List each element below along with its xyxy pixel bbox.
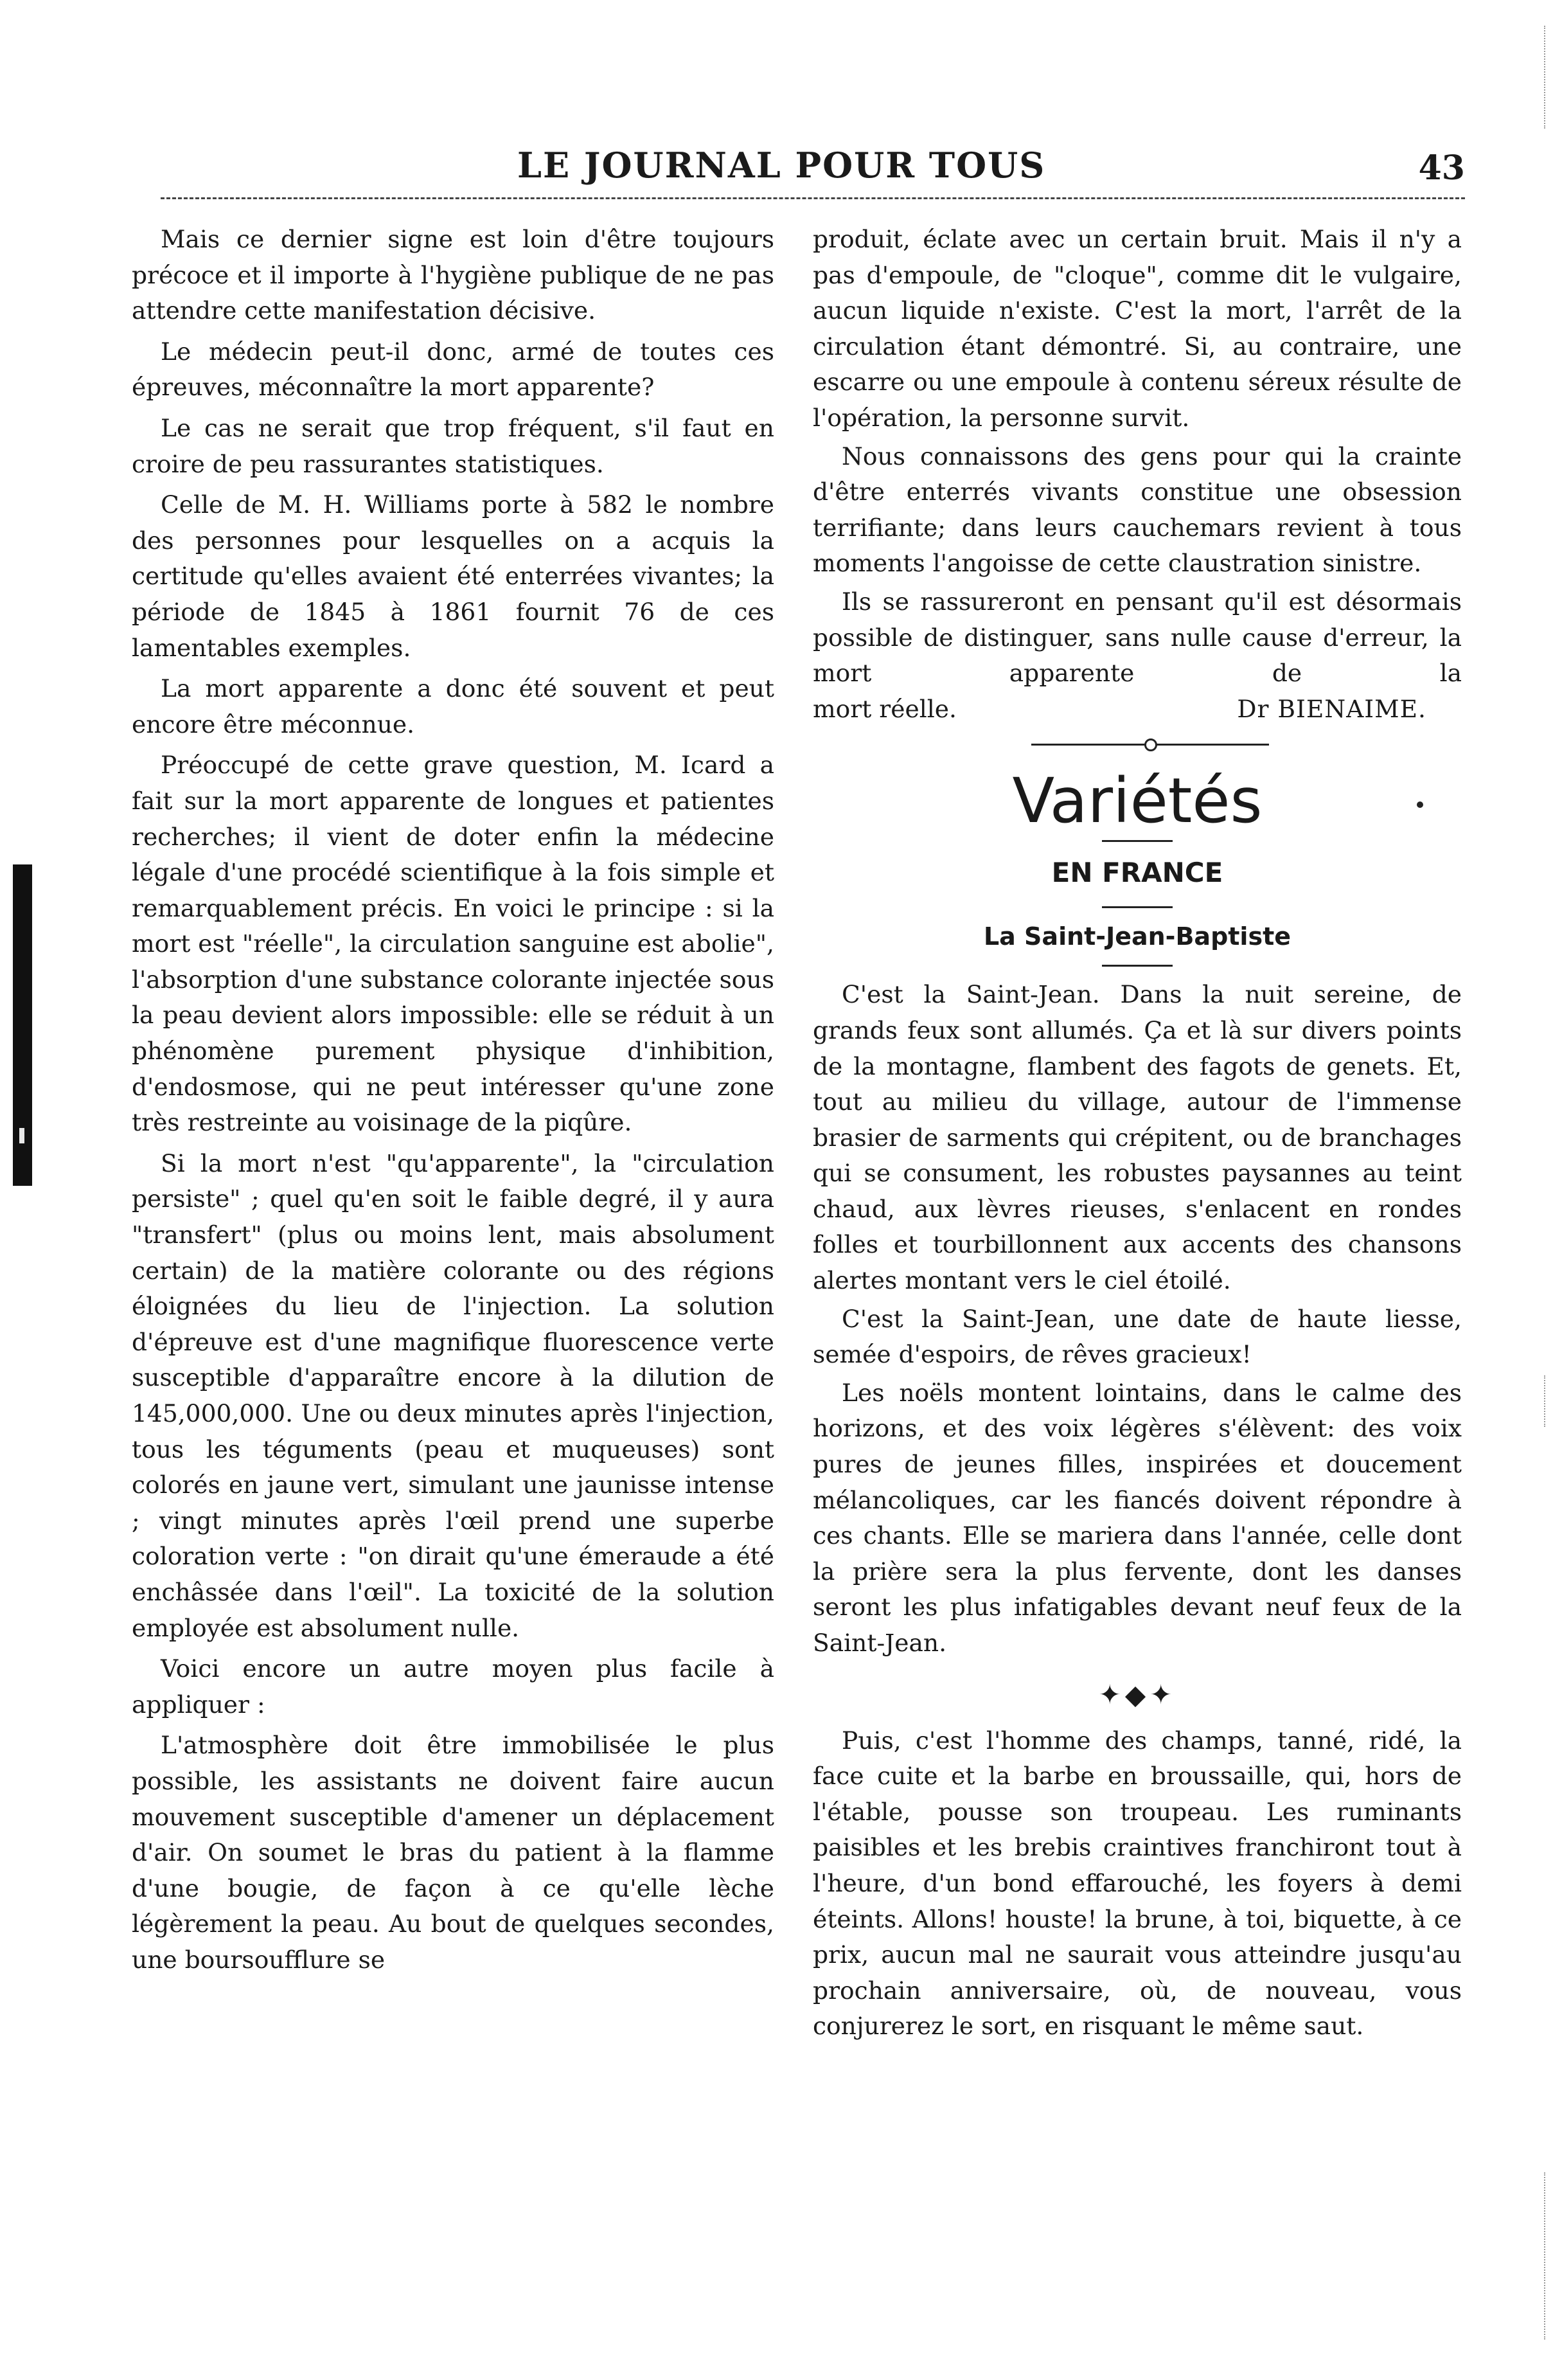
scan-edge-marks: [1544, 2172, 1552, 2340]
page-number: 43: [1418, 148, 1465, 188]
article-paragraph: Celle de M. H. Williams porte à 582 le nombre des personnes pour lesquelles on a acquis la certitude qu'elles avaient été enterrées vivantes; la période de 1845 à 1861 fournit 76 de ces lamentables exemples.: [132, 490, 774, 662]
closing-last-line: mort réelle.: [813, 694, 957, 723]
header-rule: [161, 197, 1465, 199]
article-paragraph: Les noëls montent lointains, dans le calme des horizons, et des voix légères s'élèvent: des voix pures de jeunes filles, inspirées et doucement mélancoliques, car les fiancés doivent répondre à ces chants. Elle se mariera dans l'année, celle dont la prière sera la plus fervente, dont les danses seront les plus infatigables devant neuf feux de la Saint-Jean.: [813, 1378, 1462, 1657]
scan-edge-marks: [1544, 26, 1552, 129]
journal-title: LE JOURNAL POUR TOUS: [517, 145, 1046, 186]
article-paragraph: La mort apparente a donc été souvent et peut encore être méconnue.: [132, 674, 774, 738]
article-paragraph: L'atmosphère doit être immobilisée le plus possible, les assistants ne doivent faire aucun mouvement susceptible d'amener un déplacement d'air. On soumet le bras du patient à la flamme d'une bougie, de façon à ce qu'elle lèche légèrement la peau. Au bout de quelques secondes, une boursoufflure se: [132, 1731, 774, 1974]
divider-ring-icon: [1144, 738, 1157, 751]
running-head: [161, 145, 1465, 209]
article-paragraph: Le cas ne serait que trop fréquent, s'il faut en croire de peu rassurantes statistiques.: [132, 413, 774, 478]
article-paragraph: produit, éclate avec un certain bruit. Mais il n'y a pas d'empoule, de "cloque", comme dit le vulgaire, aucun liquide n'existe. C'est la mort, l'arrêt de la circulation étant démontré. Si, au contraire, une escarre ou une empoule à contenu séreux résulte de l'opération, la personne survit.: [813, 225, 1462, 432]
section-heading: [813, 765, 1462, 836]
left-column: [132, 222, 774, 1978]
article-title: La Saint-Jean-Baptiste: [983, 922, 1291, 951]
right-column: [813, 222, 1462, 2044]
subtitle-rule: [1102, 906, 1173, 908]
title-rule: [1102, 840, 1173, 842]
article-paragraph: Nous connaissons des gens pour qui la crainte d'être enterrés vivants constitue une obsession terrifiante; dans leurs cauchemars revient à tous moments l'angoisse de cette claustration sinistre.: [813, 442, 1462, 578]
section-title: Variétés: [1012, 765, 1263, 837]
section-subtitle: EN FRANCE: [1051, 857, 1223, 889]
article-paragraph: Le médecin peut-il donc, armé de toutes ces épreuves, méconnaître la mort apparente?: [132, 337, 774, 402]
article-paragraph: Puis, c'est l'homme des champs, tanné, ridé, la face cuite et la barbe en broussaille, qui, hors de l'étable, pousse son troupeau. Les ruminants paisibles et les brebis craintives franchiront tout à l'heure, d'un bond effarouché, les foyers à demi éteints. Allons! houste! la brune, à toi, biquette, à ce prix, aucun mal ne saurait vous atteindre jusqu'au prochain anniversaire, où, de nouveau, vous conjurerez le sort, en risquant le même saut.: [813, 1726, 1462, 2041]
signature-line: [813, 692, 1462, 728]
article-paragraph: Voici encore un autre moyen plus facile à appliquer :: [132, 1654, 774, 1719]
author-signature: Dr BIENAIME.: [1237, 694, 1426, 723]
closing-paragraph: Ils se rassureront en pensant qu'il est désormais possible de distinguer, sans nulle cause d'erreur, la mort apparente de la: [813, 587, 1462, 688]
bullet-dot-icon: [1417, 801, 1423, 808]
article-paragraph: Préoccupé de cette grave question, M. Icard a fait sur la mort apparente de longues et patientes recherches; il vient de doter enfin la médecine légale d'une procédé scientifique à la fois simple et remarquablement précis. En voici le principe : si la mort est "réelle", la circulation sanguine est abolie", l'absorption d'une substance colorante injectée sous la peau devient alors impossible: elle se réduit à un phénomène purement physique d'inhibition, d'endosmose, qui ne peut intéresser qu'une zone très restreinte au voisinage de la piqûre.: [132, 751, 774, 1137]
article-paragraph: C'est la Saint-Jean. Dans la nuit sereine, de grands feux sont allumés. Ça et là sur divers points de la montagne, flambent des fagots de genets. Et, tout au milieu du village, autour de l'immense brasier de sarments qui crépitent, ou de branchages qui se consument, les robustes paysannes au teint chaud, aux lèvres rieuses, s'enlacent en rondes folles et tourbillonnent aux accents des chansons alertes montant vers le ciel étoilé.: [813, 980, 1462, 1295]
article-paragraph: Mais ce dernier signe est loin d'être toujours précoce et il importe à l'hygiène publique de ne pas attendre cette manifestation décisive.: [132, 225, 774, 325]
scan-edge-marks: [1544, 1375, 1552, 1427]
article-paragraph: C'est la Saint-Jean, une date de haute liesse, semée d'espoirs, de rêves gracieux!: [813, 1304, 1462, 1369]
section-divider: [813, 731, 1462, 756]
ornament-icon: ✦◆✦: [1098, 1678, 1176, 1710]
article-paragraph: Si la mort n'est "qu'apparente", la "circulation persiste" ; quel qu'en soit le faible degré, il y aura "transfert" (plus ou moins lent, mais absolument certain) de la matière colorante ou des régions éloignées du lieu de l'injection. La solution d'épreuve est d'une magnifique fluorescence verte susceptible d'apparaître encore à la dilution de 145,000,000. Une ou deux minutes après l'injection, tous les téguments (peau et muqueuses) sont colorés en jaune vert, simulant une jaunisse intense ; vingt minutes après l'œil prend une superbe coloration verte : "on dirait qu'une émeraude a été enchâssée dans l'œil". La toxicité de la solution employée est absolument nulle.: [132, 1149, 774, 1642]
article-title-rule: [1102, 965, 1173, 967]
scan-margin-bar: [13, 864, 32, 1186]
